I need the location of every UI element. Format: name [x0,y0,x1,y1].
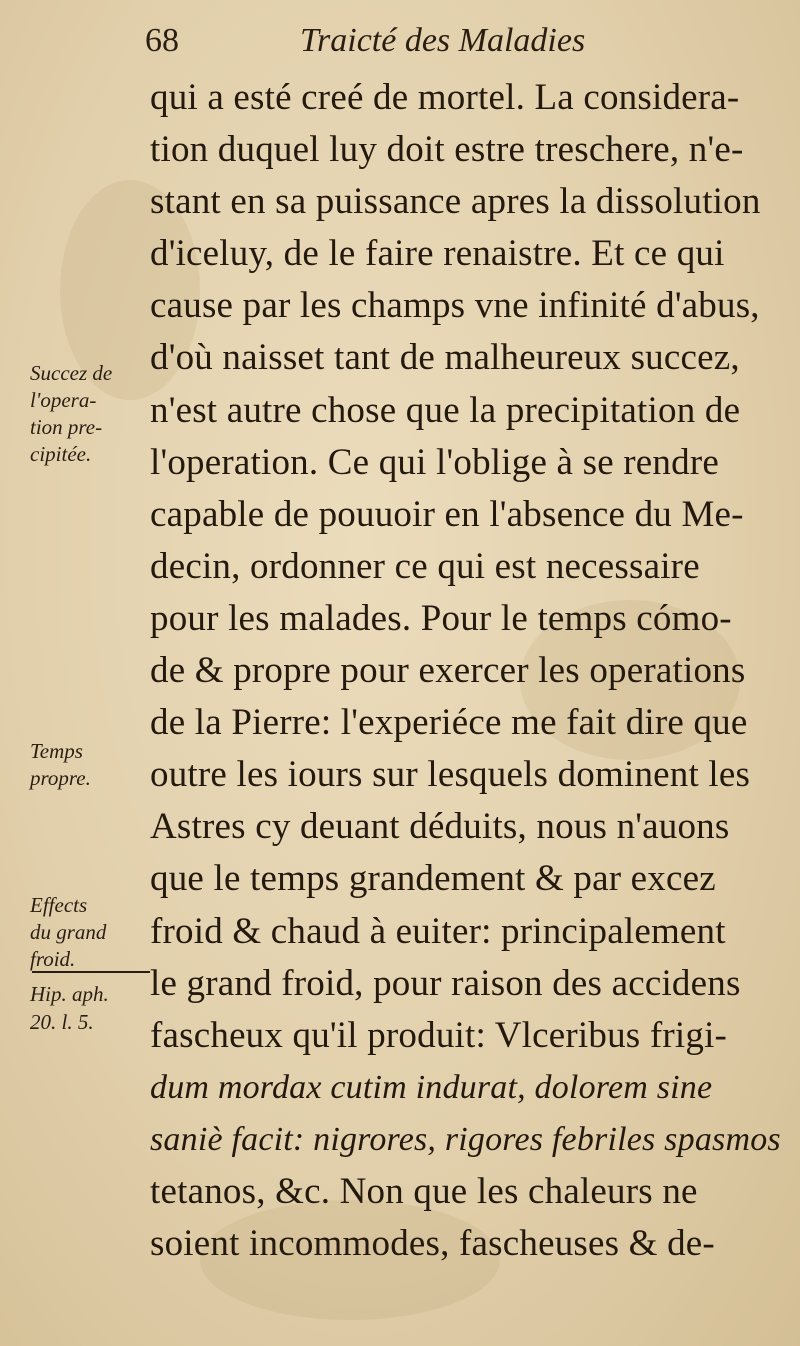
page-header [0,22,800,68]
text-line: dum mordax cutim indurat, dolorem sine [150,1068,713,1106]
margin-note-reference: Hip. aph. 20. l. 5. [30,982,109,1034]
running-head: Traicté des Maladies [300,22,586,59]
text-line: d'iceluy, de le faire renaistre. Et ce qui [150,233,725,275]
text-line: que le temps grandement & par excez [150,858,716,900]
text-line: capable de pouuoir en l'absence du Me- [150,493,744,535]
text-line: soient incommodes, fascheuses & de- [150,1223,715,1265]
margin-note-temps: Temps propre. [30,739,91,790]
text-line: outre les iours sur lesquels dominent les [150,754,751,796]
text-line: tion duquel luy doit estre treschere, n'e- [150,129,744,171]
text-line: decin, ordonner ce qui est necessaire [150,545,700,587]
body-text [150,72,790,1270]
text-line: fascheux qu'il produit: Vlceribus frigi- [150,1014,728,1056]
text-line: qui a esté creé de mortel. La considera- [150,77,740,118]
text-line: Astres cy deuant déduits, nous n'auons [150,806,730,848]
text-line: de la Pierre: l'experiéce me fait dire que [150,702,748,744]
text-line: l'operation. Ce qui l'oblige à se rendre [150,441,719,483]
margin-note-succez: Succez de l'opera- tion pre- cipitée. [30,361,113,466]
text-line: d'où naisset tant de malheureux succez, [150,337,740,379]
page-number: 68 [145,22,179,59]
text-line: le grand froid, pour raison des accidens [150,962,741,1004]
text-line: tetanos, &c. Non que les chaleurs ne [150,1170,698,1212]
text-line: pour les malades. Pour le temps cómo- [150,597,732,639]
text-line: stant en sa puissance apres la dissolution [150,181,761,223]
text-line: de & propre pour exercer les operations [150,650,746,692]
text-line: saniè facit: nigrores, rigores febriles spasmos [150,1120,781,1158]
text-line: cause par les champs vne infinité d'abus, [150,285,760,327]
margin-rule [32,971,150,973]
text-line: froid & chaud à euiter: principalement [150,910,726,952]
text-line: n'est autre chose que la precipitation de [150,389,741,431]
margin-note-effects: Effects du grand froid. [30,893,107,971]
